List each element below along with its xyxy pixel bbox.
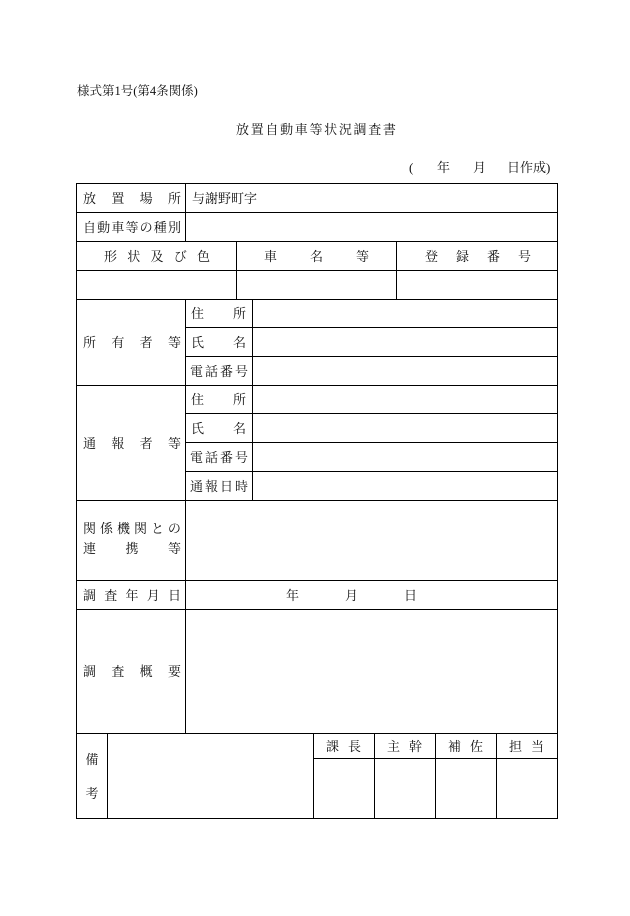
vehicle-type-label-cell (76, 212, 186, 242)
registration-number-value-cell (396, 270, 558, 300)
liaison-label-line2: 連 携 等 (83, 540, 181, 556)
remarks-label-cell (76, 733, 108, 819)
liaison-value-cell (185, 500, 558, 581)
shape-color-header: 形 状 及 び 色 (104, 248, 210, 264)
reporter-label-cell (76, 385, 186, 501)
approval-label-chief-officer: 主 幹 (387, 738, 422, 754)
registration-number-header-cell (396, 241, 558, 271)
survey-date-label-cell (76, 580, 186, 610)
owner-label: 所 有 者 等 (83, 335, 181, 350)
report-datetime-label-cell (185, 471, 253, 501)
shape-color-header-cell (76, 241, 237, 271)
reporter-phone-label: 電 話 番 号 (190, 449, 248, 465)
survey-date-value-cell (185, 580, 558, 610)
location-label-cell (76, 183, 186, 213)
reporter-name-label-cell (185, 413, 253, 443)
document-title: 放 置 自 動 車 等 状 況 調 査 書 (236, 122, 396, 137)
approval-header-person-in-charge (496, 733, 558, 759)
car-name-header-cell (236, 241, 397, 271)
approval-label-person-in-charge: 担 当 (509, 738, 544, 754)
reporter-address-value-cell (252, 385, 558, 414)
form-number: 様式第1号(第4条関係) (77, 84, 198, 98)
location-value-cell (185, 183, 558, 213)
approval-label-section-chief: 課 長 (326, 738, 361, 754)
survey-date-year: 年 (286, 587, 300, 603)
liaison-label-cell (76, 500, 186, 581)
owner-phone-label: 電 話 番 号 (190, 363, 248, 379)
report-datetime-value-cell (252, 471, 558, 501)
reporter-phone-label-cell (185, 442, 253, 472)
survey-date-day: 日 (403, 587, 417, 603)
shape-color-value-cell (76, 270, 237, 300)
owner-address-label-cell (185, 299, 253, 328)
survey-summary-value-cell (185, 609, 558, 734)
approval-stamp-box-person-in-charge (496, 758, 558, 819)
creation-date-open: ( (409, 160, 414, 175)
owner-name-value-cell (252, 327, 558, 357)
owner-label-cell (76, 299, 186, 386)
remarks-value-cell (107, 733, 314, 819)
survey-summary-label-cell (76, 609, 186, 734)
owner-name-label-cell (185, 327, 253, 357)
location-value: 与謝野町字 (192, 190, 258, 206)
survey-summary-label: 調 査 概 要 (83, 664, 181, 679)
survey-date-label: 調 査 年 月 日 (83, 587, 181, 603)
vehicle-type-value-cell (185, 212, 558, 242)
creation-date-year: 年 (437, 160, 451, 175)
reporter-name-value-cell (252, 413, 558, 443)
creation-date-day: 日作成) (507, 160, 551, 175)
approval-header-chief-officer (374, 733, 436, 759)
approval-stamp-box-section-chief (313, 758, 375, 819)
approval-header-assistant (435, 733, 497, 759)
survey-date-month: 月 (344, 587, 358, 603)
reporter-address-label-cell (185, 385, 253, 414)
reporter-label: 通 報 者 等 (83, 435, 181, 451)
reporter-name-label: 氏 名 (191, 420, 246, 436)
remarks-label: 備 考 (85, 751, 99, 801)
liaison-label-line1: 関 係 機 関 と の (83, 520, 181, 536)
registration-number-header: 登 録 番 号 (425, 248, 531, 264)
owner-address-label: 住 所 (191, 306, 246, 321)
approval-header-section-chief (313, 733, 375, 759)
reporter-address-label: 住 所 (191, 392, 246, 407)
car-name-value-cell (236, 270, 397, 300)
approval-label-assistant: 補 佐 (448, 738, 483, 754)
owner-phone-value-cell (252, 356, 558, 386)
report-datetime-label: 通 報 日 時 (190, 478, 248, 494)
location-label: 放 置 場 所 (83, 190, 181, 206)
creation-date-month: 月 (473, 160, 487, 175)
approval-stamp-box-assistant (435, 758, 497, 819)
vehicle-type-label: 自 動 車 等 の 種 別 (83, 219, 181, 235)
approval-stamp-box-chief-officer (374, 758, 436, 819)
survey-date-value (286, 588, 417, 603)
reporter-phone-value-cell (252, 442, 558, 472)
owner-address-value-cell (252, 299, 558, 328)
owner-phone-label-cell (185, 356, 253, 386)
owner-name-label: 氏 名 (191, 334, 246, 350)
car-name-header: 車 名 等 (264, 248, 369, 264)
